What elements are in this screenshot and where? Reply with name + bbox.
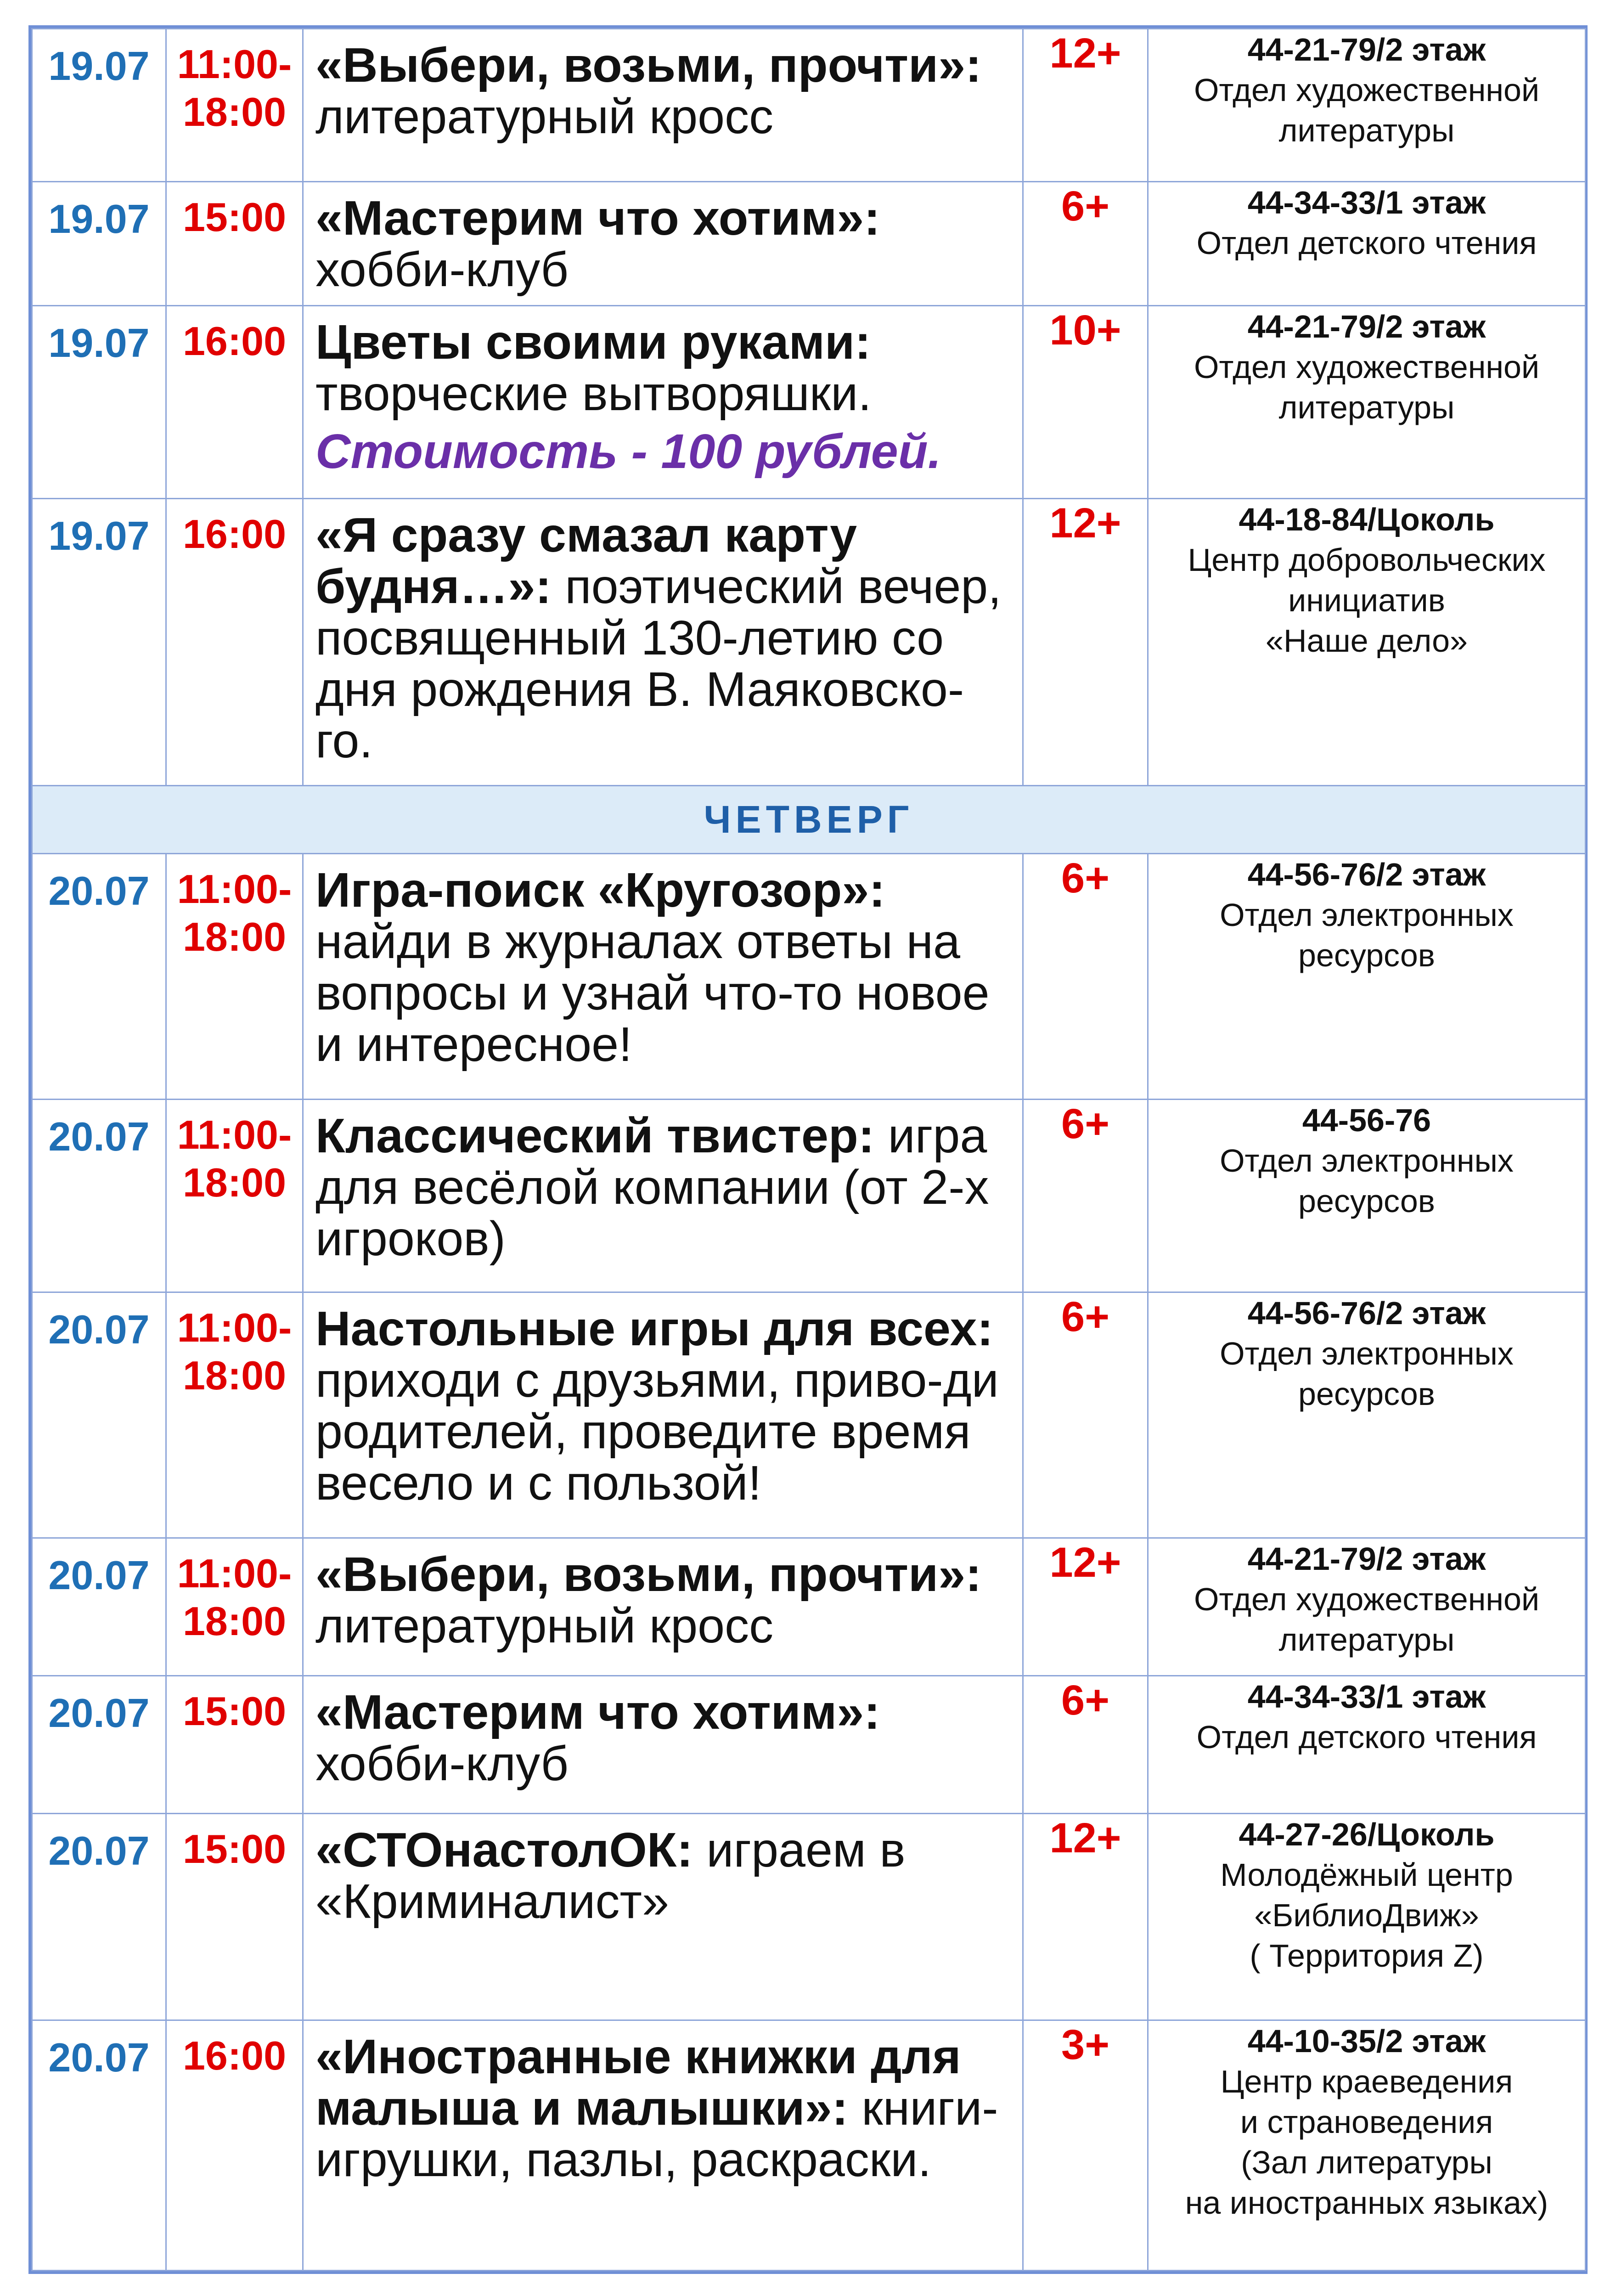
age-rating: 3+	[1023, 2020, 1148, 2271]
contact-cell	[1148, 1676, 1586, 1814]
event-date: 19.07	[48, 513, 150, 558]
event-time: 11:00- 18:00	[177, 1551, 292, 1644]
age-rating: 12+	[1023, 1538, 1148, 1676]
event-date: 20.07	[48, 1307, 150, 1352]
title-cell	[303, 499, 1023, 786]
date-cell	[32, 1814, 166, 2020]
event-time: 11:00- 18:00	[177, 866, 292, 959]
event-description: литературный кросс	[315, 1599, 774, 1653]
event-title: «Мастерим что хотим»:	[315, 191, 880, 245]
table-row	[32, 1538, 1586, 1676]
time-cell	[166, 182, 303, 306]
event-title: Классический твистер:	[315, 1109, 875, 1163]
event-description: игра для весёлой компании (от 2-х игроков)	[315, 1109, 989, 1266]
day-header: ЧЕТВЕРГ	[32, 786, 1586, 854]
table-row	[32, 1676, 1586, 1814]
age-rating: 12+	[1023, 1814, 1148, 2020]
contact-department: Центр добровольческих инициатив «Наше дело»	[1188, 542, 1546, 659]
contact-phone: 44-34-33/1 этаж	[1247, 185, 1486, 220]
event-description: приходи с друзьями, приво-ди родителей, проведите время весело и с пользой!	[315, 1353, 999, 1510]
time-cell	[166, 854, 303, 1100]
date-cell	[32, 1676, 166, 1814]
contact-department: Отдел художественной литературы	[1194, 72, 1540, 148]
table-row	[32, 1292, 1586, 1538]
contact-cell	[1148, 1538, 1586, 1676]
date-cell	[32, 1100, 166, 1292]
contact-phone: 44-34-33/1 этаж	[1247, 1679, 1486, 1715]
table-row	[32, 306, 1586, 499]
date-cell	[32, 2020, 166, 2271]
event-date: 20.07	[48, 868, 150, 914]
contact-phone: 44-21-79/2 этаж	[1247, 32, 1486, 68]
contact-phone: 44-56-76/2 этаж	[1247, 857, 1486, 892]
contact-cell	[1148, 854, 1586, 1100]
age-rating: 6+	[1023, 1100, 1148, 1292]
event-title: «СТОнастолОК:	[315, 1823, 693, 1877]
event-date: 19.07	[48, 196, 150, 242]
event-price: Стоимость - 100 рублей.	[315, 424, 941, 479]
contact-cell	[1148, 1292, 1586, 1538]
event-description: поэтический вечер, посвященный 130-летию со дня рождения В. Маяковско-го.	[315, 559, 1002, 768]
contact-phone: 44-10-35/2 этаж	[1247, 2023, 1486, 2059]
contact-cell	[1148, 1814, 1586, 2020]
day-header-row	[32, 786, 1586, 854]
contact-department: Отдел художественной литературы	[1194, 1581, 1540, 1658]
time-cell	[166, 29, 303, 182]
date-cell	[32, 29, 166, 182]
title-cell	[303, 1100, 1023, 1292]
date-cell	[32, 182, 166, 306]
contact-phone: 44-21-79/2 этаж	[1247, 309, 1486, 344]
title-cell	[303, 1676, 1023, 1814]
event-date: 20.07	[48, 1114, 150, 1159]
date-cell	[32, 1292, 166, 1538]
age-rating: 12+	[1023, 499, 1148, 786]
contact-department: Отдел электронных ресурсов	[1220, 1143, 1514, 1219]
contact-cell	[1148, 29, 1586, 182]
title-cell	[303, 2020, 1023, 2271]
contact-department: Отдел электронных ресурсов	[1220, 897, 1514, 973]
table-row	[32, 1100, 1586, 1292]
event-description: литературный кросс	[315, 90, 774, 144]
event-date: 20.07	[48, 1828, 150, 1873]
event-time: 15:00	[182, 1688, 287, 1734]
contact-department: Отдел детского чтения	[1196, 1719, 1537, 1755]
time-cell	[166, 1100, 303, 1292]
event-date: 20.07	[48, 1690, 150, 1736]
contact-cell	[1148, 2020, 1586, 2271]
event-date: 20.07	[48, 2035, 150, 2080]
title-cell	[303, 29, 1023, 182]
contact-cell	[1148, 1100, 1586, 1292]
event-title: Цветы своими руками:	[315, 315, 871, 369]
time-cell	[166, 1292, 303, 1538]
age-rating: 6+	[1023, 182, 1148, 306]
event-title: Игра-поиск «Кругозор»:	[315, 863, 885, 917]
event-description: творческие вытворяшки.	[315, 367, 872, 421]
event-title: Настольные игры для всех:	[315, 1302, 993, 1356]
title-cell	[303, 1538, 1023, 1676]
contact-department: Отдел художественной литературы	[1194, 349, 1540, 425]
time-cell	[166, 1676, 303, 1814]
event-title: «Выбери, возьми, прочти»:	[315, 38, 982, 92]
table-row	[32, 182, 1586, 306]
event-title: «Выбери, возьми, прочти»:	[315, 1547, 982, 1602]
date-cell	[32, 499, 166, 786]
age-rating: 10+	[1023, 306, 1148, 499]
event-description: играем в «Криминалист»	[315, 1823, 906, 1929]
table-row	[32, 29, 1586, 182]
event-date: 19.07	[48, 43, 150, 89]
date-cell	[32, 854, 166, 1100]
event-time: 11:00- 18:00	[177, 1112, 292, 1205]
age-rating: 6+	[1023, 1676, 1148, 1814]
event-description: найди в журналах ответы на вопросы и узнай что-то новое и интересное!	[315, 914, 990, 1072]
event-title: «Я сразу смазал карту будня…»:	[315, 508, 857, 614]
contact-department: Отдел электронных ресурсов	[1220, 1336, 1514, 1412]
time-cell	[166, 306, 303, 499]
contact-cell	[1148, 306, 1586, 499]
event-description: хобби-клуб	[315, 243, 569, 297]
contact-department: Центр краеведения и страноведения (Зал литературы на иностранных языках)	[1185, 2064, 1548, 2221]
event-description: книги-игрушки, пазлы, раскраски.	[315, 2081, 998, 2187]
table-row	[32, 2020, 1586, 2271]
event-description: хобби-клуб	[315, 1737, 569, 1791]
table-row	[32, 1814, 1586, 2020]
event-title: «Мастерим что хотим»:	[315, 1685, 880, 1739]
contact-phone: 44-21-79/2 этаж	[1247, 1541, 1486, 1577]
contact-phone: 44-56-76	[1302, 1102, 1431, 1138]
contact-phone: 44-18-84/Цоколь	[1239, 502, 1495, 537]
date-cell	[32, 306, 166, 499]
contact-department: Молодёжный центр «БиблиоДвиж» ( Территория Z)	[1220, 1857, 1513, 1974]
contact-phone: 44-56-76/2 этаж	[1247, 1295, 1486, 1331]
table-row	[32, 854, 1586, 1100]
time-cell	[166, 1538, 303, 1676]
event-date: 19.07	[48, 320, 150, 366]
schedule-table	[31, 28, 1586, 2271]
title-cell	[303, 1292, 1023, 1538]
contact-cell	[1148, 499, 1586, 786]
event-time: 11:00- 18:00	[177, 1305, 292, 1398]
event-title: «Иностранные книжки для малыша и малышки»:	[315, 2030, 961, 2135]
title-cell	[303, 1814, 1023, 2020]
event-time: 16:00	[182, 318, 287, 364]
age-rating: 12+	[1023, 29, 1148, 182]
table-row	[32, 499, 1586, 786]
time-cell	[166, 1814, 303, 2020]
time-cell	[166, 2020, 303, 2271]
event-time: 15:00	[182, 1826, 287, 1872]
contact-department: Отдел детского чтения	[1196, 225, 1537, 261]
title-cell	[303, 854, 1023, 1100]
time-cell	[166, 499, 303, 786]
schedule-sheet	[28, 25, 1588, 2274]
age-rating: 6+	[1023, 1292, 1148, 1538]
age-rating: 6+	[1023, 854, 1148, 1100]
event-time: 11:00- 18:00	[177, 41, 292, 135]
contact-cell	[1148, 182, 1586, 306]
title-cell	[303, 306, 1023, 499]
event-time: 15:00	[182, 194, 287, 240]
event-date: 20.07	[48, 1552, 150, 1598]
event-time: 16:00	[182, 2033, 287, 2078]
title-cell	[303, 182, 1023, 306]
contact-phone: 44-27-26/Цоколь	[1239, 1816, 1495, 1852]
event-time: 16:00	[182, 511, 287, 557]
date-cell	[32, 1538, 166, 1676]
